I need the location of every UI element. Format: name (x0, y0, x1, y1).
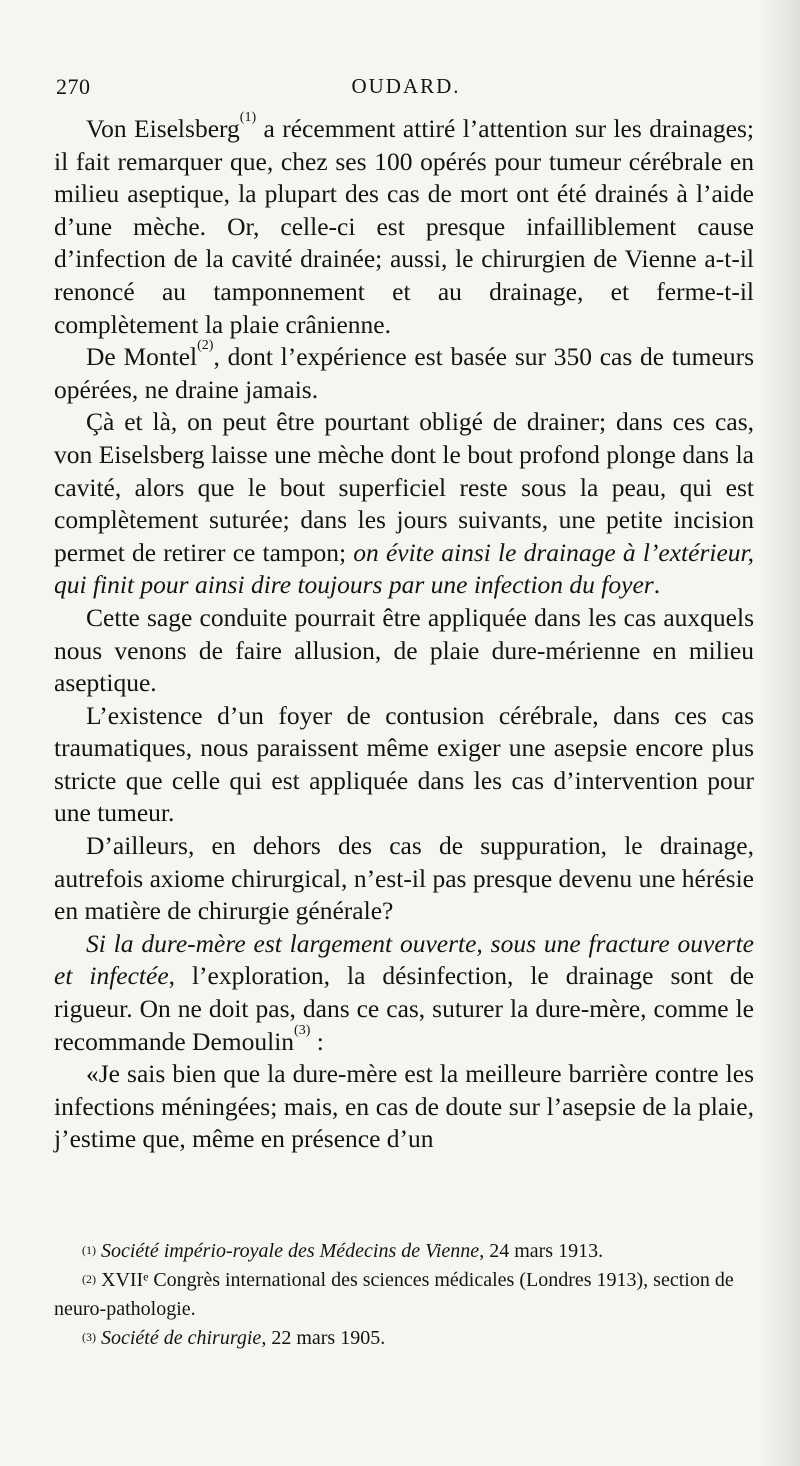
page-edge-shadow (760, 0, 800, 1466)
text-span: . (653, 570, 661, 600)
footnote-italic: Société império-royale des Médecins de Vienne (101, 1240, 480, 1262)
footnote-ref-1: (1) (239, 110, 257, 125)
footnote-text: XVIIᵉ Congrès international des sciences médicales (Londres 1913), section de neuro-pathologie. (54, 1269, 734, 1320)
paragraph-2 (54, 338, 754, 406)
footnote-mark: (3) (82, 1330, 96, 1344)
text-span: : (310, 1026, 324, 1056)
footnote-1 (54, 1237, 754, 1266)
page-number: 270 (56, 74, 91, 99)
paragraph-1 (54, 110, 754, 341)
footnotes (54, 1237, 754, 1353)
footnote-2 (54, 1266, 754, 1324)
body-text (54, 110, 754, 1156)
footnote-italic: Société de chirurgie (101, 1327, 262, 1349)
text-span: Çà et là, on peut être pourtant obligé de drainer; dans ces cas, von Eiselsberg laisse une mèche dont le bout profond plonge dans la cavité, alors que le bout superficiel reste sous la peau, qui est complètement suturée; dans les jours suivants, une petite incision permet de retirer ce tampon; (54, 407, 754, 567)
paragraph-3 (54, 406, 754, 602)
paragraph-7 (54, 928, 754, 1058)
text-span: De Montel (86, 342, 198, 372)
text-span: Von Eiselsberg (86, 114, 240, 143)
text-span: a récemment attiré l’attention sur les drainages; il fait remarquer que, chez ses 100 opérés pour tumeur cérébrale en milieu aseptique, la plupart des cas de mort ont été drainés à l’aide d’une mèche. Or, celle-ci est presque infailliblement cause d’infection de la cavité drainée; aussi, le chirurgien de Vienne a-t-il renoncé au tamponnement et au drainage, et ferme-t-il complètement la plaie crânienne. (54, 114, 754, 339)
italic-span: Si la dure-mère est largement ouverte, sous une fracture ouverte et infectée (54, 928, 754, 991)
footnote-3 (54, 1324, 754, 1353)
paragraph-5: L’existence d’un foyer de contusion cérébrale, dans ces cas traumatiques, nous paraissent même exiger une asepsie encore plus stricte que celle qui est appliquée dans les cas d’intervention pour une tumeur. (54, 700, 754, 828)
page-header (56, 74, 756, 104)
footnote-ref-2: (2) (197, 338, 214, 354)
footnote-text: , 22 mars 1905. (261, 1327, 386, 1349)
footnote-ref-3: (3) (294, 1022, 311, 1038)
footnote-text: , 24 mars 1913. (479, 1240, 604, 1262)
footnote-mark: (2) (82, 1272, 96, 1286)
paragraph-8: «Je sais bien que la dure-mère est la meilleure barrière contre les infections méningées; mais, en cas de doute sur l’asepsie de la plaie, j’estime que, même en présence d’un (54, 1059, 754, 1154)
paragraph-4: Cette sage conduite pourrait être appliquée dans les cas auxquels nous venons de faire allusion, de plaie dure-mérienne en milieu aseptique. (54, 602, 754, 698)
text-span: , l’exploration, la désinfection, le drainage sont de rigueur. On ne doit pas, dans ce cas, suturer la dure-mère, comme le recommande Demoulin (54, 961, 754, 1056)
paragraph-6: D’ailleurs, en dehors des cas de suppuration, le drainage, autrefois axiome chirurgical, n’est-il pas presque devenu une hérésie en matière de chirurgie générale? (54, 831, 754, 926)
text-span: , dont l’expérience est basée sur 350 cas de tumeurs opérées, ne draine jamais. (54, 342, 754, 404)
footnote-mark: (1) (82, 1243, 96, 1257)
italic-span: on évite ainsi le drainage à l’extérieur, qui finit pour ainsi dire toujours par une infection du foyer (54, 537, 754, 600)
running-head: OUDARD. (351, 74, 461, 98)
